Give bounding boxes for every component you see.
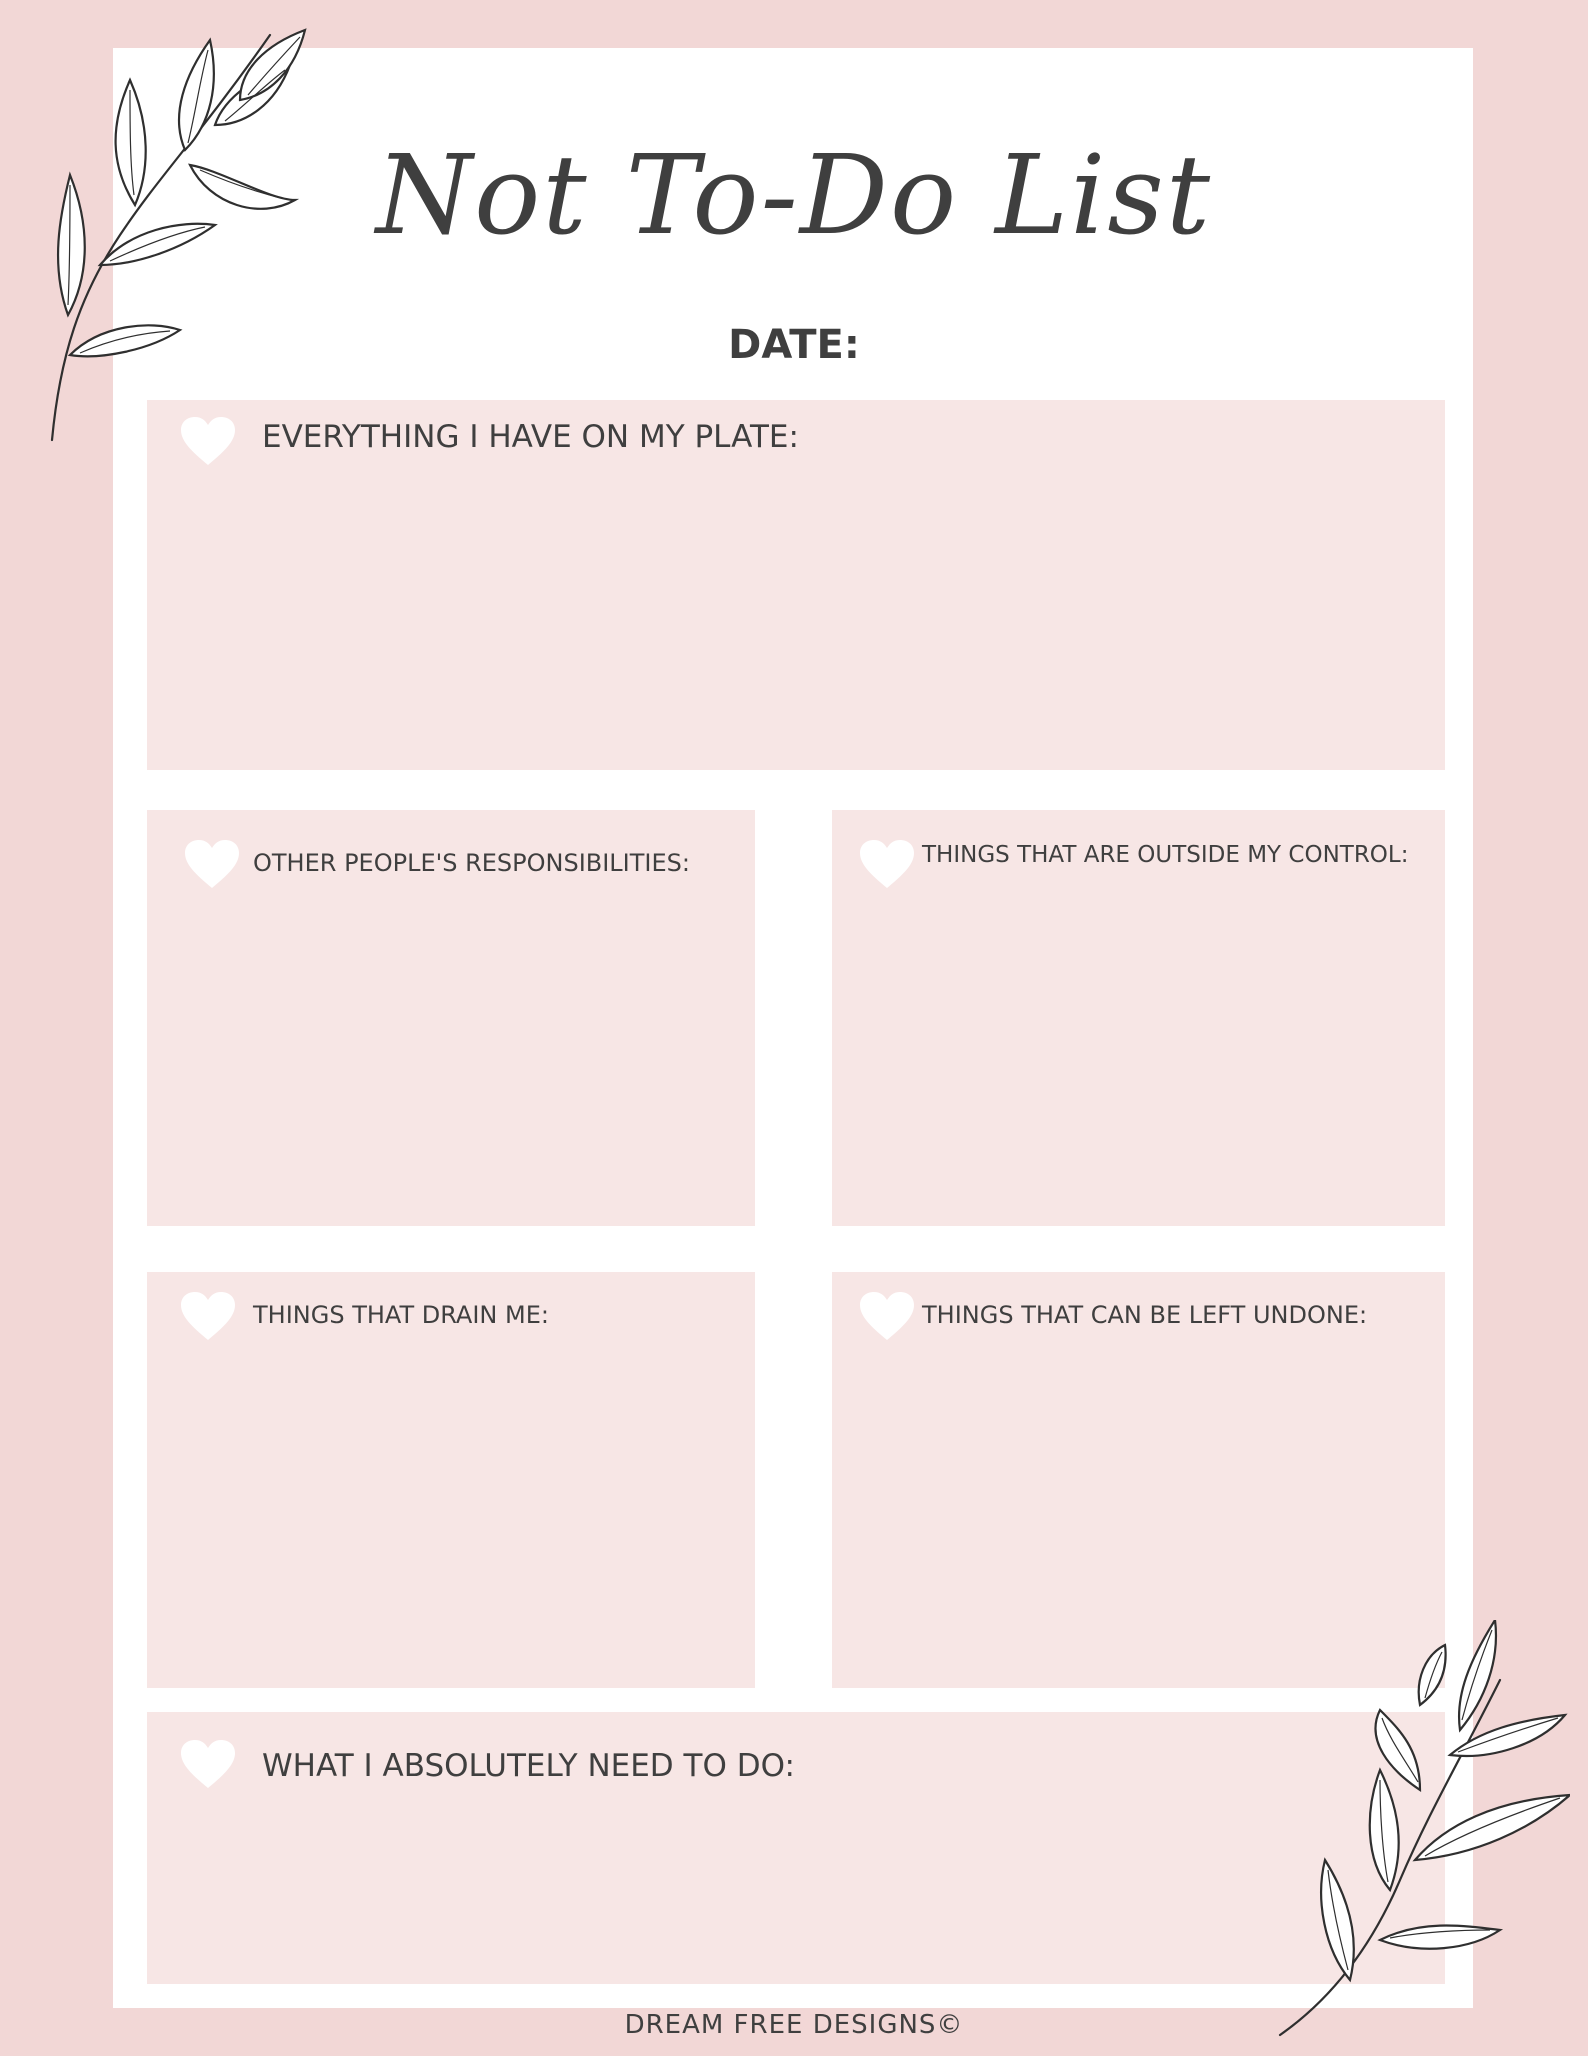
undone-label: THINGS THAT CAN BE LEFT UNDONE: bbox=[922, 1301, 1368, 1329]
leaf-branch-icon bbox=[1270, 1620, 1570, 2040]
heart-icon bbox=[181, 417, 235, 467]
others-label: OTHER PEOPLE'S RESPONSIBILITIES: bbox=[253, 849, 690, 877]
need-label: WHAT I ABSOLUTELY NEED TO DO: bbox=[262, 1748, 795, 1784]
plate-label: EVERYTHING I HAVE ON MY PLATE: bbox=[262, 419, 799, 455]
plate-box[interactable] bbox=[147, 400, 1445, 770]
heart-icon bbox=[181, 1292, 235, 1342]
date-label: DATE: bbox=[728, 322, 860, 368]
footer-credit: DREAM FREE DESIGNS© bbox=[624, 2010, 964, 2040]
heart-icon bbox=[181, 1740, 235, 1790]
page-title: Not To-Do List bbox=[375, 131, 1213, 259]
control-label: THINGS THAT ARE OUTSIDE MY CONTROL: bbox=[922, 842, 1409, 868]
drain-box[interactable] bbox=[147, 1272, 755, 1688]
heart-icon bbox=[185, 840, 239, 890]
heart-icon bbox=[860, 840, 914, 890]
need-box[interactable] bbox=[147, 1712, 1445, 1984]
drain-label: THINGS THAT DRAIN ME: bbox=[253, 1301, 549, 1329]
heart-icon bbox=[860, 1292, 914, 1342]
control-box[interactable] bbox=[832, 810, 1445, 1226]
others-box[interactable] bbox=[147, 810, 755, 1226]
